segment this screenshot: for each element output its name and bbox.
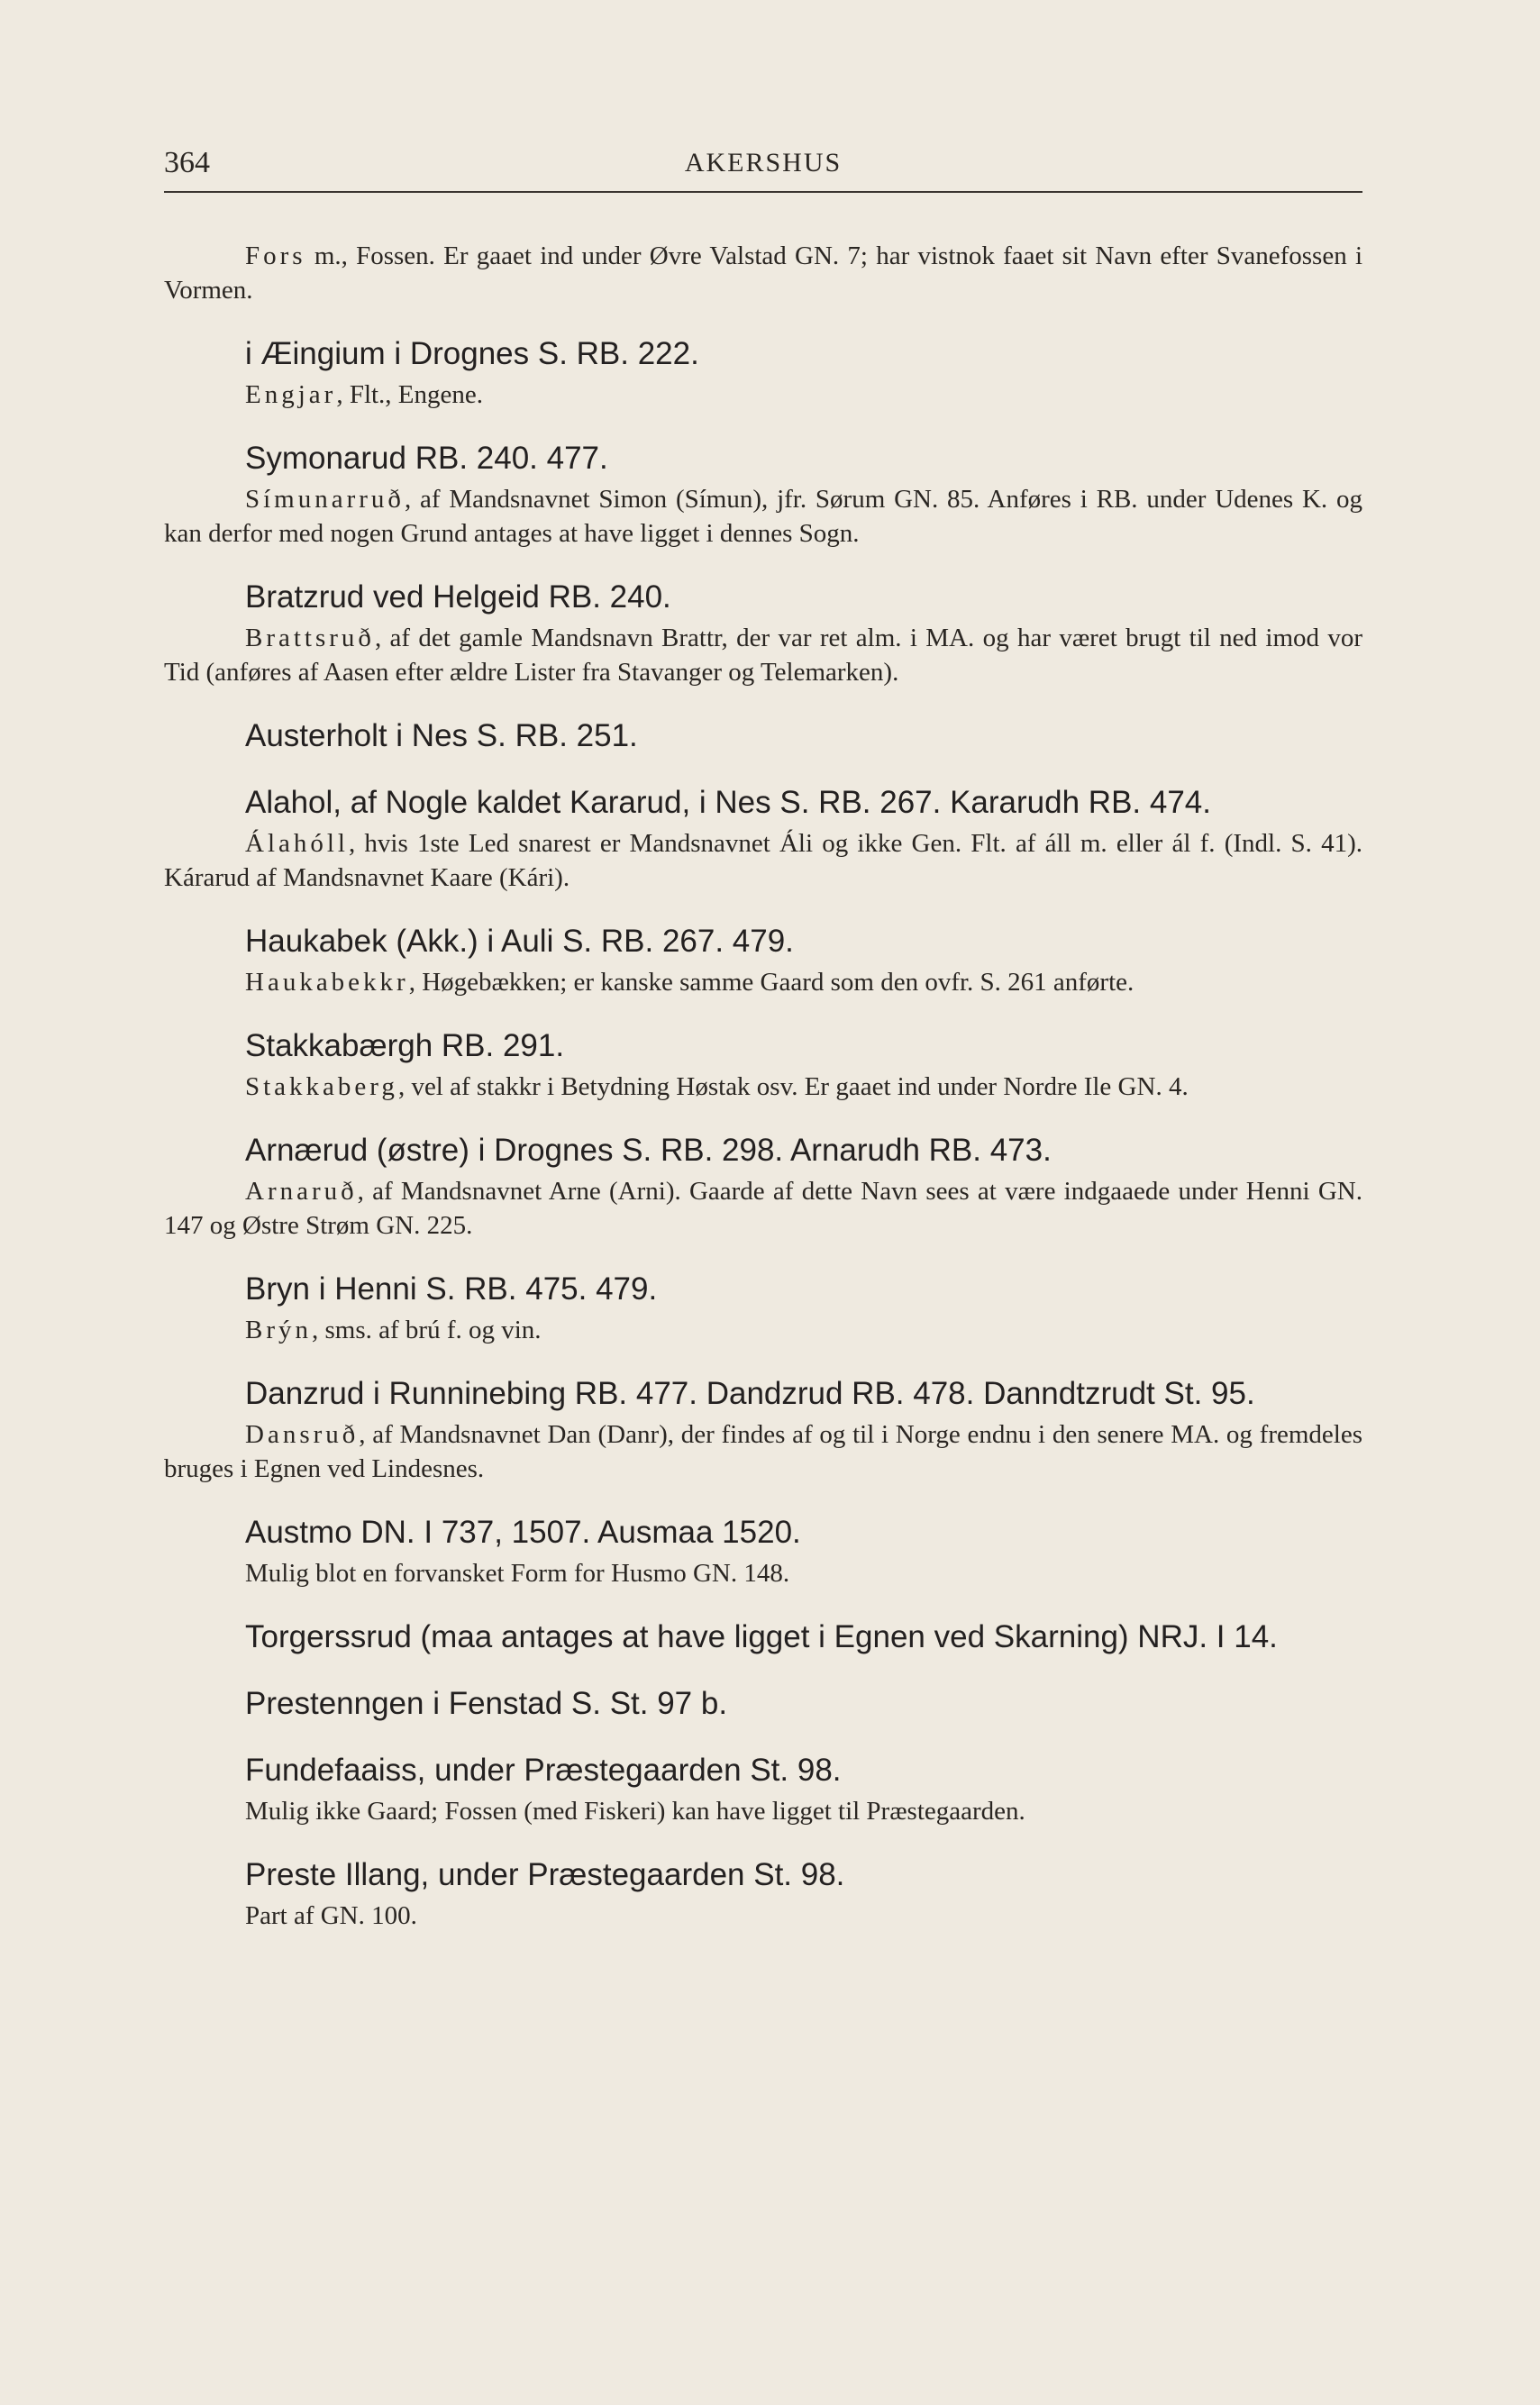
name-form: Símunarruð: [245, 485, 405, 514]
entry-heading: Alahol, af Nogle kaldet Kararud, i Nes S. RB. 267. Kararudh RB. 474.: [245, 785, 1211, 820]
place-entry: [164, 1751, 1362, 1828]
entry-heading: Preste Illang, under Præstegaarden St. 98.: [245, 1857, 845, 1892]
entry-heading: Bryn i Henni S. RB. 475. 479.: [245, 1271, 658, 1307]
place-entry: [164, 1513, 1362, 1590]
entry-note: [164, 1556, 1362, 1590]
entry-heading: Symonarud RB. 240. 477.: [245, 441, 608, 476]
name-form: Fors: [245, 241, 306, 270]
place-entry: [164, 1131, 1362, 1243]
entry-note: [164, 378, 1362, 412]
entry-note: [164, 965, 1362, 999]
place-entry: [164, 1026, 1362, 1104]
place-entry: [164, 1684, 1362, 1724]
entry-heading: Bratzrud ved Helgeid RB. 240.: [245, 579, 671, 615]
header-rule: [164, 191, 1362, 193]
name-form: Dansruð: [245, 1420, 360, 1449]
name-form: Engjar: [245, 380, 337, 409]
name-form: Arnaruð: [245, 1177, 358, 1206]
note-text: , hvis 1ste Led snarest er Mandsnavnet Áli og ikke Gen. Flt. af áll m. eller ál f. (Indl. S. 41). Kárarud af Mandsnavnet Kaare (Kári).: [164, 829, 1362, 892]
place-entry: [164, 1617, 1362, 1657]
name-form: Stakkaberg: [245, 1072, 398, 1101]
entry-heading: Austmo DN. I 737, 1507. Ausmaa 1520.: [245, 1515, 801, 1550]
place-entry: [164, 239, 1362, 307]
note-text: , Flt., Engene.: [336, 380, 484, 409]
entry-heading: Stakkabærgh RB. 291.: [245, 1028, 565, 1063]
note-text: , vel af stakkr i Betydning Høstak osv. Er gaaet ind under Nordre Ile GN. 4.: [397, 1072, 1189, 1101]
note-text: , af Mandsnavnet Arne (Arni). Gaarde af dette Navn sees at være indgaaede under Henni GN. 147 og Østre Strøm GN. 225.: [164, 1177, 1362, 1240]
place-entry: [164, 1270, 1362, 1347]
entry-list: [164, 230, 1362, 1933]
entry-heading: Torgerssrud (maa antages at have ligget i Egnen ved Skarning) NRJ. I 14.: [245, 1619, 1278, 1654]
running-title: AKERSHUS: [684, 148, 843, 178]
entry-note: [164, 482, 1362, 551]
note-text: Mulig ikke Gaard; Fossen (med Fiskeri) kan have ligget til Præstegaarden.: [245, 1797, 1025, 1826]
place-entry: [164, 1374, 1362, 1486]
name-form: Brattsruð: [245, 624, 375, 652]
note-text: Part af GN. 100.: [245, 1901, 417, 1930]
note-text: , af det gamle Mandsnavn Brattr, der var ret alm. i MA. og har været brugt til ned imod vor Tid (anføres af Aasen efter ældre Lister fra Stavanger og Telemarken).: [164, 624, 1362, 687]
place-entry: [164, 439, 1362, 551]
entry-note: [164, 1313, 1362, 1347]
entry-note: [164, 1794, 1362, 1828]
place-entry: [164, 1855, 1362, 1933]
note-text: , af Mandsnavnet Dan (Danr), der findes af og til i Norge endnu i den senere MA. og fremdeles bruges i Egnen ved Lindesnes.: [164, 1420, 1362, 1483]
place-entry: [164, 922, 1362, 999]
entry-note: [164, 1899, 1362, 1933]
place-entry: [164, 783, 1362, 895]
entry-note: [164, 1070, 1362, 1104]
name-form: Haukabekkr: [245, 968, 409, 997]
note-text: , Høgebækken; er kanske samme Gaard som den ovfr. S. 261 anførte.: [408, 968, 1134, 997]
place-entry: [164, 578, 1362, 689]
entry-heading: Arnærud (østre) i Drognes S. RB. 298. Arnarudh RB. 473.: [245, 1133, 1052, 1168]
entry-note: [164, 1417, 1362, 1486]
page-number: 364: [164, 146, 210, 179]
entry-note: [164, 239, 1362, 307]
entry-heading: Haukabek (Akk.) i Auli S. RB. 267. 479.: [245, 924, 794, 959]
page-header: [164, 135, 1362, 189]
note-text: m., Fossen. Er gaaet ind under Øvre Valstad GN. 7; har vistnok faaet sit Navn efter Svanefossen i Vormen.: [164, 241, 1362, 305]
place-entry: [164, 716, 1362, 756]
entry-heading: Danzrud i Runninebing RB. 477. Dandzrud RB. 478. Danndtzrudt St. 95.: [245, 1376, 1255, 1411]
entry-heading: Prestenngen i Fenstad S. St. 97 b.: [245, 1686, 728, 1721]
entry-heading: Fundefaaiss, under Præstegaarden St. 98.: [245, 1753, 842, 1788]
note-text: , sms. af brú f. og vin.: [312, 1316, 542, 1344]
note-text: Mulig blot en forvansket Form for Husmo GN. 148.: [245, 1559, 790, 1588]
note-text: , af Mandsnavnet Simon (Símun), jfr. Sørum GN. 85. Anføres i RB. under Udenes K. og kan derfor med nogen Grund antages at have ligget i dennes Sogn.: [164, 485, 1362, 548]
entry-heading: i Æingium i Drognes S. RB. 222.: [245, 336, 699, 371]
place-entry: [164, 334, 1362, 412]
name-form: Brýn: [245, 1316, 312, 1344]
entry-heading: Austerholt i Nes S. RB. 251.: [245, 718, 638, 753]
entry-note: [164, 1174, 1362, 1243]
entry-note: [164, 621, 1362, 689]
entry-note: [164, 826, 1362, 895]
name-form: Álahóll: [245, 829, 349, 858]
